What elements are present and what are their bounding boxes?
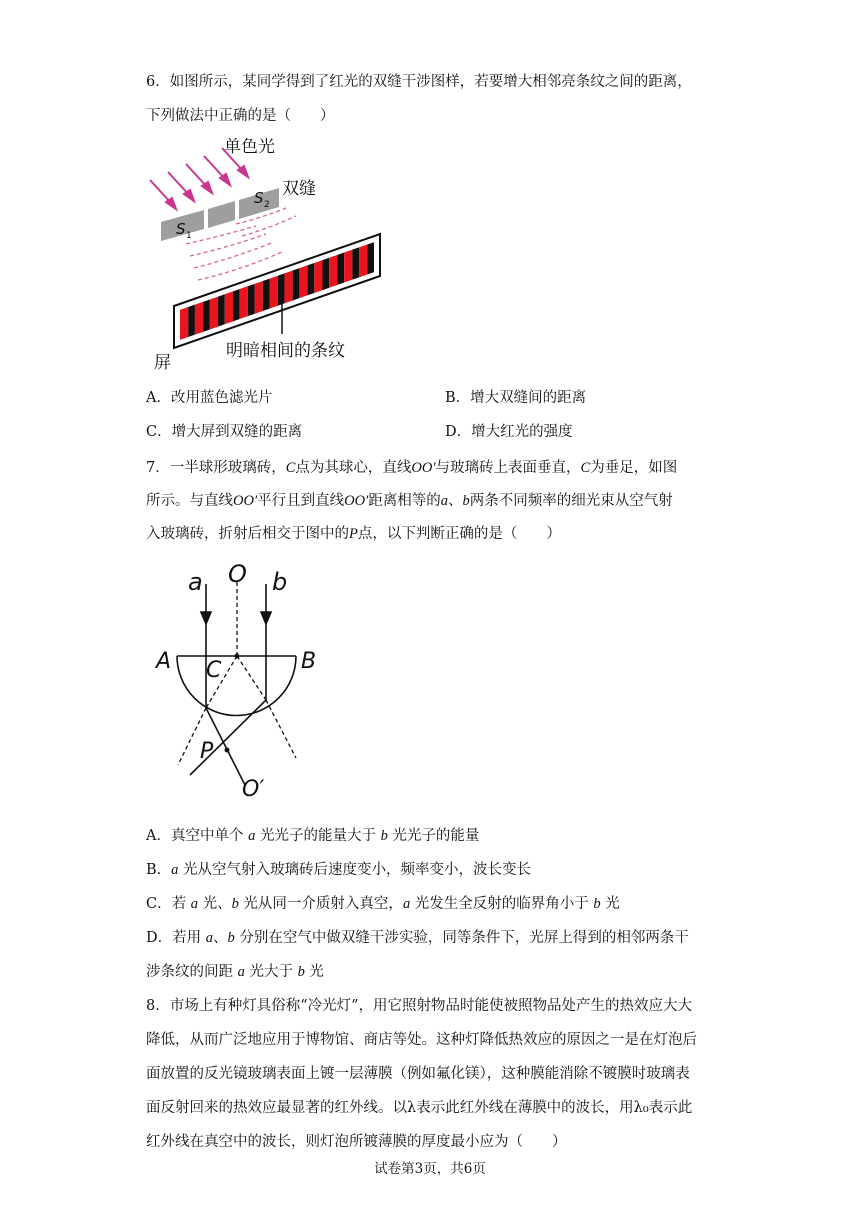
dark-fringe [293, 268, 300, 300]
label-ray-b: b [272, 568, 288, 596]
bright-fringe [180, 307, 188, 340]
hemisphere-arc [177, 656, 296, 716]
bright-fringe [210, 297, 218, 330]
q7-option-d-line-1: D．若用 a、b 分别在空气中做双缝干涉实验，同等条件下，光屏上得到的相邻两条干 [146, 930, 689, 946]
label-point-p: P [200, 739, 214, 764]
dark-fringe [218, 294, 225, 326]
bright-fringe [225, 291, 233, 324]
slit-label-s2-sub: 2 [264, 200, 270, 210]
bright-fringe [195, 302, 203, 335]
q8-line-2: 降低，从而广泛地应用于博物馆、商店等处。这种灯降低热效应的原因之一是在灯泡后 [146, 1032, 697, 1048]
double-slit-figure [146, 138, 396, 378]
label-monochromatic-light: 单色光 [224, 138, 275, 157]
q7-option-c: C．若 a 光、b 光从同一介质射入真空，a 光发生全反射的临界角小于 b 光 [146, 896, 620, 912]
dark-fringe [278, 273, 285, 305]
label-point-b: B [301, 649, 317, 674]
hemisphere-figure [150, 560, 330, 805]
bright-fringe [314, 260, 322, 293]
q8-line-1: 8．市场上有种灯具俗称“冷光灯”，用它照射物品时能使被照物品处产生的热效应大大 [146, 998, 693, 1014]
q7-stem-line-2: 所示。与直线OO′平行且到直线OO′距离相等的a、b两条不同频率的细光束从空气射 [146, 493, 673, 509]
q8-line-3: 面放置的反光镜玻璃表面上镀一层薄膜（例如氟化镁），这种膜能消除不镀膜时玻璃表 [146, 1066, 690, 1082]
center-point-c [235, 654, 240, 659]
dark-fringe [233, 289, 240, 321]
q6-option-b: B．增大双缝间的距离 [445, 390, 587, 406]
label-ray-a: a [188, 568, 203, 596]
bright-fringe [255, 281, 263, 314]
bright-fringe [240, 286, 248, 319]
q6-stem-line-1: 6．如图所示，某同学得到了红光的双缝干涉图样，若要增大相邻亮条纹之间的距离， [146, 74, 692, 90]
dark-fringe [308, 263, 315, 295]
q8-line-5: 红外线在真空中的波长，则灯泡所镀薄膜的厚度最小应为（ ） [146, 1134, 567, 1150]
q8-line-4: 面反射回来的热效应最显著的红外线。以λ表示此红外线在薄膜中的波长，用λ₀表示此 [146, 1100, 693, 1116]
q6-stem-line-2: 下列做法中正确的是（ ） [146, 108, 335, 124]
label-o-prime: O′ [242, 777, 265, 802]
label-o: O [228, 560, 247, 588]
q6-option-a: A．改用蓝色滤光片 [146, 390, 273, 406]
label-screen: 屏 [154, 353, 171, 373]
label-point-c: C [206, 658, 222, 683]
dark-fringe [323, 258, 330, 290]
q7-stem-line-3: 入玻璃砖，折射后相交于图中的P点，以下判断正确的是（ ） [146, 526, 561, 542]
slit-label-s1: S [176, 220, 186, 238]
bright-fringe [284, 271, 292, 304]
dark-fringe [337, 253, 344, 285]
bright-fringe [270, 276, 278, 309]
dark-fringe [248, 284, 255, 316]
dark-fringe [263, 279, 270, 311]
dark-fringe [203, 299, 210, 331]
slit-label-s1-sub: 1 [186, 231, 192, 241]
monochromatic-light-arrows [150, 148, 248, 209]
screen-with-fringes [174, 234, 380, 348]
q7-option-b: B．a 光从空气射入玻璃砖后速度变小，频率变小，波长变长 [146, 862, 532, 878]
label-point-a: A [156, 649, 172, 674]
intersection-point-p [225, 748, 230, 753]
slit-label-s2: S [254, 189, 264, 207]
bright-fringe [329, 255, 337, 288]
q6-option-c: C．增大屏到双缝的距离 [146, 424, 303, 440]
q6-option-d: D．增大红光的强度 [445, 424, 573, 440]
bright-fringe [359, 244, 367, 277]
bright-fringe [344, 250, 352, 283]
dark-fringe [188, 305, 195, 337]
q7-option-a: A．真空中单个 a 光光子的能量大于 b 光光子的能量 [146, 828, 480, 844]
label-double-slit: 双缝 [282, 179, 316, 199]
dark-fringe [367, 242, 374, 274]
q7-option-d-line-2: 涉条纹的间距 a 光大于 b 光 [146, 964, 324, 980]
page-footer: 试卷第3页，共6页 [374, 1161, 486, 1177]
dark-fringe [352, 247, 359, 279]
bright-fringe [299, 265, 307, 298]
q7-stem-line-1: 7．一半球形玻璃砖，C点为其球心，直线OO′与玻璃砖上表面垂直，C为垂足，如图 [146, 460, 678, 476]
label-fringes: 明暗相间的条纹 [226, 341, 345, 361]
